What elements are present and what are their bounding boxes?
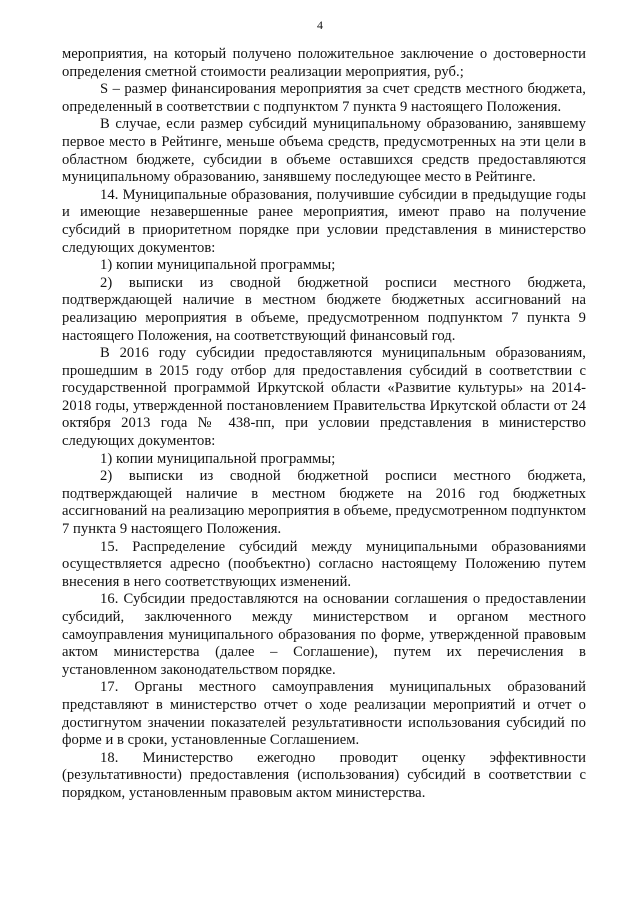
- paragraph-item-16: 16. Субсидии предоставляются на основании соглашения о предоставлении субсидий, заключенного между министерством и органом местного самоуправления муниципального образования по форме, утвержденной правовым актом министерства (далее – Соглашение), путем их перечисления в установленном законодательством порядке.: [62, 591, 586, 678]
- paragraph-2016-doc-1: 1) копии муниципальной программы;: [100, 450, 336, 467]
- document-body: [62, 46, 586, 803]
- paragraph-2016-subsidies: В 2016 году субсидии предоставляются муниципальным образованиям, прошедшим в 2015 году отбор для предоставления субсидий в соответствии с государственной программой Иркутской области «Развитие культуры» на 2014-2018 годы, утвержденной постановлением Правительства Иркутской области от 24 октября 2013 года № 438-пп, при условии представления в министерство следующих документов:: [62, 345, 586, 450]
- paragraph-s-definition: S – размер финансирования мероприятия за счет средств местного бюджета, определенный в соответствии с подпунктом 7 пункта 9 настоящего Положения.: [62, 81, 586, 115]
- paragraph-item-14: 14. Муниципальные образования, получившие субсидии в предыдущие годы и имеющие незавершенные ранее мероприятия, имеют право на получение субсидий в приоритетном порядке при условии представления в министерство следующих документов:: [62, 186, 586, 256]
- paragraph-item-15: 15. Распределение субсидий между муниципальными образованиями осуществляется адресно (пообъектно) согласно настоящему Положению путем внесения в него соответствующих изменений.: [62, 538, 586, 590]
- paragraph-item-14-doc-2: 2) выписки из сводной бюджетной росписи местного бюджета, подтверждающей наличие в местном бюджете бюджетных ассигнований на реализацию мероприятия в объеме, предусмотренном подпунктом 7 пункта 9 настоящего Положения, на соответствующий финансовый год.: [62, 274, 586, 344]
- paragraph-2016-doc-2: 2) выписки из сводной бюджетной росписи местного бюджета, подтверждающей наличие в местном бюджете на 2016 год бюджетных ассигнований на реализацию мероприятия в объеме, предусмотренном подпунктом 7 пункта 9 настоящего Положения.: [62, 468, 586, 538]
- page-number: 4: [317, 18, 323, 32]
- paragraph-continuation: мероприятия, на который получено положительное заключение о достоверности определения сметной стоимости реализации мероприятия, руб.;: [62, 46, 586, 80]
- paragraph-rating-remainder: В случае, если размер субсидий муниципальному образованию, занявшему первое место в Рейтинге, меньше объема средств, предусмотренных на эти цели в областном бюджете, субсидии в объеме оставшихся средств предоставляются муниципальному образованию, занявшему последующее место в Рейтинге.: [62, 116, 586, 186]
- paragraph-item-18: 18. Министерство ежегодно проводит оценку эффективности (результативности) предоставления (использования) субсидий в соответствии с порядком, установленным правовым актом министерства.: [62, 749, 586, 801]
- paragraph-item-17: 17. Органы местного самоуправления муниципальных образований представляют в министерство отчет о ходе реализации мероприятий и отчет о достигнутом значении показателей результативности использования субсидий по форме и в сроки, установленные Соглашением.: [62, 679, 586, 749]
- paragraph-item-14-doc-1: 1) копии муниципальной программы;: [100, 257, 336, 274]
